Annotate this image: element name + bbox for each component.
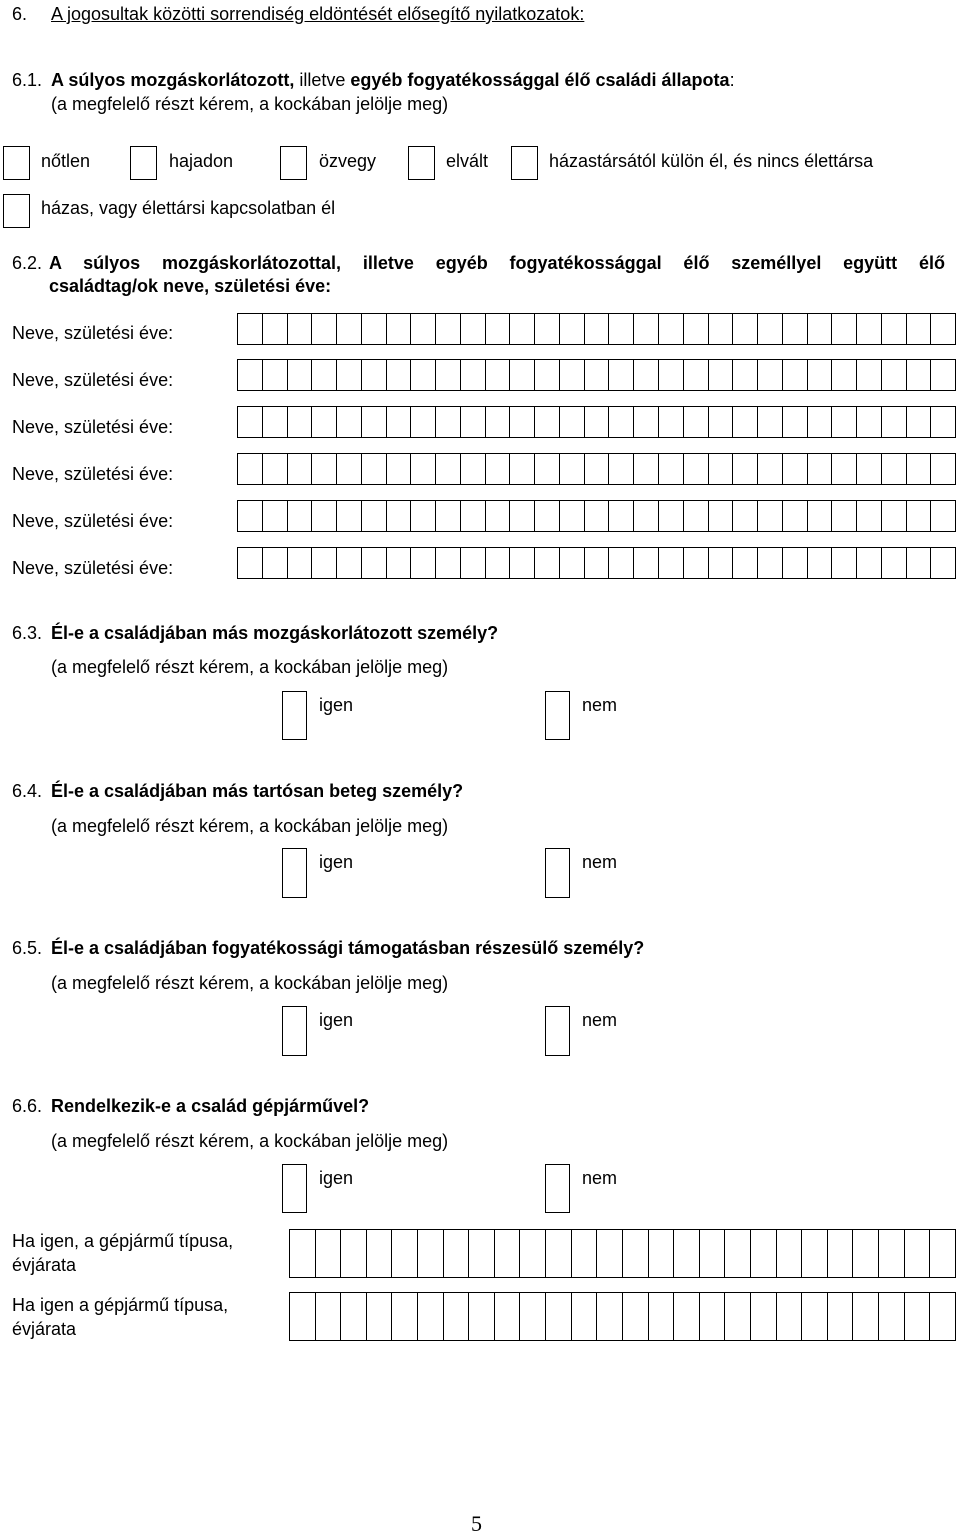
letter-box[interactable] (510, 360, 535, 390)
letter-box[interactable] (783, 314, 808, 344)
letter-box[interactable] (535, 454, 560, 484)
letter-box[interactable] (609, 314, 634, 344)
letter-box[interactable] (930, 1230, 956, 1277)
letter-box[interactable] (808, 454, 833, 484)
letter-box[interactable] (312, 314, 337, 344)
letter-box[interactable] (684, 454, 709, 484)
letter-box[interactable] (684, 407, 709, 437)
letter-box[interactable] (832, 407, 857, 437)
letter-box[interactable] (832, 314, 857, 344)
letter-box[interactable] (802, 1230, 828, 1277)
letter-box[interactable] (312, 501, 337, 531)
letter-box[interactable] (362, 360, 387, 390)
letter-box[interactable] (337, 407, 362, 437)
letter-box[interactable] (288, 314, 313, 344)
letter-box[interactable] (290, 1293, 316, 1340)
option-elvalt: elvált (446, 151, 489, 171)
letter-box[interactable] (367, 1293, 393, 1340)
letter-box[interactable] (263, 501, 288, 531)
vehicle-label-2-line1: Ha igen a gépjármű típusa, (12, 1295, 229, 1315)
letter-box[interactable] (387, 548, 412, 578)
letter-box[interactable] (362, 454, 387, 484)
letter-box[interactable] (649, 1230, 675, 1277)
vehicle-row-1-input[interactable] (289, 1229, 956, 1278)
letter-box[interactable] (634, 407, 659, 437)
letter-box[interactable] (634, 548, 659, 578)
letter-box[interactable] (461, 314, 486, 344)
letter-box[interactable] (560, 454, 585, 484)
letter-box[interactable] (288, 454, 313, 484)
option-notlen: nőtlen (41, 151, 91, 171)
letter-box[interactable] (444, 1230, 470, 1277)
q64-no-checkbox[interactable] (545, 848, 570, 898)
letter-box[interactable] (832, 454, 857, 484)
letter-box[interactable] (510, 407, 535, 437)
letter-box[interactable] (733, 407, 758, 437)
letter-box[interactable] (709, 314, 734, 344)
option-kulon-el: házastársától külön él, és nincs élettársa (549, 151, 874, 171)
letter-box[interactable] (288, 360, 313, 390)
letter-box[interactable] (316, 1230, 342, 1277)
letter-box[interactable] (510, 314, 535, 344)
vehicle-label-2-line2: évjárata (12, 1319, 77, 1339)
letter-box[interactable] (486, 548, 511, 578)
letter-box[interactable] (585, 360, 610, 390)
letter-box[interactable] (436, 454, 461, 484)
q66-yes-label: igen (319, 1168, 354, 1188)
letter-box[interactable] (709, 407, 734, 437)
q64-number: 6.4. (12, 781, 43, 801)
letter-box[interactable] (238, 314, 263, 344)
name-row-label-3: Neve, születési éve: (12, 417, 174, 437)
name-row-6-input[interactable] (237, 547, 956, 579)
letter-box[interactable] (411, 501, 436, 531)
letter-box[interactable] (312, 407, 337, 437)
letter-box[interactable] (882, 454, 907, 484)
letter-box[interactable] (931, 407, 956, 437)
letter-box[interactable] (316, 1293, 342, 1340)
letter-box[interactable] (263, 454, 288, 484)
letter-box[interactable] (411, 407, 436, 437)
q63-no-label: nem (582, 695, 618, 715)
letter-box[interactable] (362, 548, 387, 578)
letter-box[interactable] (783, 407, 808, 437)
letter-box[interactable] (684, 360, 709, 390)
q65-title: Él-e a családjában fogyatékossági támogatásban részesülő személy? (51, 938, 645, 958)
letter-box[interactable] (560, 314, 585, 344)
q61-number: 6.1. (12, 70, 43, 90)
q61-title-bold1: A súlyos mozgáskorlátozott, (51, 70, 295, 90)
letter-box[interactable] (495, 1230, 521, 1277)
q66-title: Rendelkezik-e a család gépjárművel? (51, 1096, 370, 1116)
letter-box[interactable] (905, 1230, 931, 1277)
letter-box[interactable] (905, 1293, 931, 1340)
letter-box[interactable] (674, 1230, 700, 1277)
letter-box[interactable] (857, 454, 882, 484)
letter-box[interactable] (238, 407, 263, 437)
letter-box[interactable] (263, 314, 288, 344)
checkbox-kulon-el[interactable] (511, 146, 538, 180)
letter-box[interactable] (758, 407, 783, 437)
letter-box[interactable] (659, 501, 684, 531)
letter-box[interactable] (510, 501, 535, 531)
letter-box[interactable] (535, 360, 560, 390)
letter-box[interactable] (337, 360, 362, 390)
letter-box[interactable] (560, 360, 585, 390)
letter-box[interactable] (659, 454, 684, 484)
name-row-5-input[interactable] (237, 500, 956, 532)
name-row-3-input[interactable] (237, 406, 956, 438)
letter-box[interactable] (288, 501, 313, 531)
letter-box[interactable] (535, 548, 560, 578)
letter-box[interactable] (857, 314, 882, 344)
letter-box[interactable] (709, 548, 734, 578)
page-number: 5 (471, 1511, 482, 1536)
q64-yes-label: igen (319, 852, 354, 872)
vehicle-label-1-line2: évjárata (12, 1255, 77, 1275)
letter-box[interactable] (288, 407, 313, 437)
letter-box[interactable] (609, 454, 634, 484)
letter-box[interactable] (828, 1293, 854, 1340)
letter-box[interactable] (535, 407, 560, 437)
letter-box[interactable] (659, 360, 684, 390)
letter-box[interactable] (486, 454, 511, 484)
section-number: 6. (12, 4, 28, 24)
letter-box[interactable] (623, 1293, 649, 1340)
name-row-4-input[interactable] (237, 453, 956, 485)
letter-box[interactable] (733, 454, 758, 484)
letter-box[interactable] (634, 314, 659, 344)
letter-box[interactable] (560, 407, 585, 437)
letter-box[interactable] (486, 360, 511, 390)
option-hajadon: hajadon (169, 151, 234, 171)
letter-box[interactable] (436, 548, 461, 578)
letter-box[interactable] (853, 1293, 879, 1340)
letter-box[interactable] (857, 548, 882, 578)
letter-box[interactable] (392, 1293, 418, 1340)
letter-box[interactable] (853, 1230, 879, 1277)
letter-box[interactable] (585, 548, 610, 578)
letter-box[interactable] (659, 548, 684, 578)
letter-box[interactable] (238, 548, 263, 578)
letter-box[interactable] (411, 314, 436, 344)
letter-box[interactable] (461, 454, 486, 484)
vehicle-row-2-input[interactable] (289, 1292, 956, 1341)
letter-box[interactable] (882, 501, 907, 531)
letter-box[interactable] (907, 548, 932, 578)
letter-box[interactable] (758, 548, 783, 578)
letter-box[interactable] (634, 360, 659, 390)
letter-box[interactable] (802, 1293, 828, 1340)
letter-box[interactable] (808, 360, 833, 390)
q65-no-checkbox[interactable] (545, 1006, 570, 1056)
letter-box[interactable] (709, 360, 734, 390)
q61-hint: (a megfelelő részt kérem, a kockában jelölje meg) (51, 94, 449, 114)
letter-box[interactable] (725, 1293, 751, 1340)
letter-box[interactable] (733, 548, 758, 578)
letter-box[interactable] (362, 501, 387, 531)
letter-box[interactable] (623, 1230, 649, 1277)
q65-yes-checkbox[interactable] (282, 1006, 307, 1056)
name-row-1-input[interactable] (237, 313, 956, 345)
letter-box[interactable] (758, 501, 783, 531)
letter-box[interactable] (808, 314, 833, 344)
q61-title-bold2: egyéb fogyatékossággal élő családi állapota (350, 70, 730, 90)
letter-box[interactable] (418, 1293, 444, 1340)
name-row-label-4: Neve, születési éve: (12, 464, 174, 484)
letter-box[interactable] (857, 501, 882, 531)
letter-box[interactable] (751, 1230, 777, 1277)
letter-box[interactable] (495, 1293, 521, 1340)
letter-box[interactable] (882, 314, 907, 344)
letter-box[interactable] (436, 501, 461, 531)
letter-box[interactable] (882, 360, 907, 390)
letter-box[interactable] (879, 1293, 905, 1340)
letter-box[interactable] (387, 501, 412, 531)
letter-box[interactable] (758, 454, 783, 484)
letter-box[interactable] (649, 1293, 675, 1340)
letter-box[interactable] (238, 454, 263, 484)
checkbox-hajadon[interactable] (130, 146, 157, 180)
q66-no-checkbox[interactable] (545, 1164, 570, 1213)
letter-box[interactable] (585, 407, 610, 437)
q62-title-line2: családtag/ok neve, születési éve: (49, 276, 332, 296)
letter-box[interactable] (832, 360, 857, 390)
q66-yes-checkbox[interactable] (282, 1164, 307, 1213)
letter-box[interactable] (609, 407, 634, 437)
name-row-label-5: Neve, születési éve: (12, 511, 174, 531)
name-row-label-6: Neve, születési éve: (12, 558, 174, 578)
letter-box[interactable] (700, 1293, 726, 1340)
vehicle-label-1-line1: Ha igen, a gépjármű típusa, (12, 1231, 234, 1251)
letter-box[interactable] (907, 454, 932, 484)
letter-box[interactable] (585, 314, 610, 344)
letter-box[interactable] (387, 407, 412, 437)
q65-number: 6.5. (12, 938, 43, 958)
letter-box[interactable] (520, 1230, 546, 1277)
letter-box[interactable] (931, 454, 956, 484)
letter-box[interactable] (684, 314, 709, 344)
q63-hint: (a megfelelő részt kérem, a kockában jelölje meg) (51, 657, 449, 677)
letter-box[interactable] (758, 360, 783, 390)
letter-box[interactable] (510, 548, 535, 578)
q63-yes-label: igen (319, 695, 354, 715)
letter-box[interactable] (777, 1293, 803, 1340)
letter-box[interactable] (828, 1230, 854, 1277)
name-row-2-input[interactable] (237, 359, 956, 391)
letter-box[interactable] (263, 548, 288, 578)
letter-box[interactable] (392, 1230, 418, 1277)
letter-box[interactable] (733, 314, 758, 344)
letter-box[interactable] (733, 501, 758, 531)
letter-box[interactable] (238, 360, 263, 390)
letter-box[interactable] (882, 548, 907, 578)
letter-box[interactable] (486, 501, 511, 531)
q65-hint: (a megfelelő részt kérem, a kockában jelölje meg) (51, 973, 449, 993)
letter-box[interactable] (411, 454, 436, 484)
letter-box[interactable] (560, 548, 585, 578)
letter-box[interactable] (341, 1293, 367, 1340)
letter-box[interactable] (436, 407, 461, 437)
letter-box[interactable] (461, 548, 486, 578)
q65-no-label: nem (582, 1010, 618, 1030)
letter-box[interactable] (634, 501, 659, 531)
letter-box[interactable] (520, 1293, 546, 1340)
letter-box[interactable] (585, 501, 610, 531)
letter-box[interactable] (700, 1230, 726, 1277)
checkbox-notlen[interactable] (3, 146, 30, 180)
letter-box[interactable] (857, 360, 882, 390)
q63-yes-checkbox[interactable] (282, 691, 307, 740)
q64-no-label: nem (582, 852, 618, 872)
letter-box[interactable] (387, 360, 412, 390)
q61-title (51, 70, 735, 91)
q66-no-label: nem (582, 1168, 618, 1188)
letter-box[interactable] (510, 454, 535, 484)
letter-box[interactable] (337, 314, 362, 344)
letter-box[interactable] (444, 1293, 470, 1340)
checkbox-elvalt[interactable] (408, 146, 435, 180)
q66-number: 6.6. (12, 1096, 43, 1116)
letter-box[interactable] (857, 407, 882, 437)
q61-title-colon: : (729, 70, 735, 90)
letter-box[interactable] (362, 314, 387, 344)
letter-box[interactable] (238, 501, 263, 531)
letter-box[interactable] (832, 548, 857, 578)
q64-title: Él-e a családjában más tartósan beteg személy? (51, 781, 464, 801)
letter-box[interactable] (367, 1230, 393, 1277)
letter-box[interactable] (931, 360, 956, 390)
letter-box[interactable] (907, 501, 932, 531)
letter-box[interactable] (535, 501, 560, 531)
letter-box[interactable] (263, 407, 288, 437)
q64-hint: (a megfelelő részt kérem, a kockában jelölje meg) (51, 816, 449, 836)
letter-box[interactable] (907, 360, 932, 390)
letter-box[interactable] (777, 1230, 803, 1277)
section-title: A jogosultak közötti sorrendiség eldöntését elősegítő nyilatkozatok: (51, 4, 585, 24)
letter-box[interactable] (609, 501, 634, 531)
letter-box[interactable] (597, 1293, 623, 1340)
letter-box[interactable] (290, 1230, 316, 1277)
letter-box[interactable] (674, 1293, 700, 1340)
name-row-label-2: Neve, születési éve: (12, 370, 174, 390)
letter-box[interactable] (312, 454, 337, 484)
option-hazas: házas, vagy élettársi kapcsolatban él (41, 198, 336, 218)
letter-box[interactable] (907, 314, 932, 344)
letter-box[interactable] (758, 314, 783, 344)
checkbox-ozvegy[interactable] (280, 146, 307, 180)
letter-box[interactable] (263, 360, 288, 390)
letter-box[interactable] (486, 314, 511, 344)
letter-box[interactable] (469, 1230, 495, 1277)
letter-box[interactable] (312, 548, 337, 578)
letter-box[interactable] (461, 501, 486, 531)
letter-box[interactable] (337, 454, 362, 484)
letter-box[interactable] (907, 407, 932, 437)
option-ozvegy: özvegy (319, 151, 377, 171)
letter-box[interactable] (387, 454, 412, 484)
letter-box[interactable] (572, 1293, 598, 1340)
letter-box[interactable] (709, 501, 734, 531)
letter-box[interactable] (725, 1230, 751, 1277)
q62-title-line1: A súlyos mozgáskorlátozottal, illetve egyéb fogyatékossággal élő személlyel együtt élő (49, 253, 945, 273)
letter-box[interactable] (341, 1230, 367, 1277)
letter-box[interactable] (783, 548, 808, 578)
letter-box[interactable] (931, 314, 956, 344)
letter-box[interactable] (609, 360, 634, 390)
letter-box[interactable] (659, 314, 684, 344)
letter-box[interactable] (808, 501, 833, 531)
q61-title-normal: illetve (294, 70, 351, 90)
letter-box[interactable] (783, 360, 808, 390)
letter-box[interactable] (709, 454, 734, 484)
q65-yes-label: igen (319, 1010, 354, 1030)
q63-title: Él-e a családjában más mozgáskorlátozott személy? (51, 623, 499, 643)
letter-box[interactable] (783, 454, 808, 484)
letter-box[interactable] (461, 360, 486, 390)
q63-number: 6.3. (12, 623, 43, 643)
letter-box[interactable] (387, 314, 412, 344)
letter-box[interactable] (469, 1293, 495, 1340)
letter-box[interactable] (436, 314, 461, 344)
letter-box[interactable] (436, 360, 461, 390)
letter-box[interactable] (783, 501, 808, 531)
letter-box[interactable] (572, 1230, 598, 1277)
checkbox-hazas[interactable] (3, 194, 30, 228)
letter-box[interactable] (411, 360, 436, 390)
letter-box[interactable] (684, 548, 709, 578)
letter-box[interactable] (684, 501, 709, 531)
letter-box[interactable] (585, 454, 610, 484)
q66-hint: (a megfelelő részt kérem, a kockában jelölje meg) (51, 1131, 449, 1151)
letter-box[interactable] (733, 360, 758, 390)
letter-box[interactable] (418, 1230, 444, 1277)
letter-box[interactable] (930, 1293, 956, 1340)
letter-box[interactable] (808, 548, 833, 578)
letter-box[interactable] (634, 454, 659, 484)
letter-box[interactable] (546, 1293, 572, 1340)
q63-no-checkbox[interactable] (545, 691, 570, 740)
letter-box[interactable] (751, 1293, 777, 1340)
letter-box[interactable] (337, 548, 362, 578)
letter-box[interactable] (609, 548, 634, 578)
letter-box[interactable] (546, 1230, 572, 1277)
letter-box[interactable] (931, 501, 956, 531)
letter-box[interactable] (879, 1230, 905, 1277)
letter-box[interactable] (931, 548, 956, 578)
letter-box[interactable] (312, 360, 337, 390)
letter-box[interactable] (411, 548, 436, 578)
letter-box[interactable] (882, 407, 907, 437)
letter-box[interactable] (486, 407, 511, 437)
letter-box[interactable] (808, 407, 833, 437)
letter-box[interactable] (288, 548, 313, 578)
letter-box[interactable] (337, 501, 362, 531)
letter-box[interactable] (597, 1230, 623, 1277)
q62-number: 6.2. (12, 253, 43, 273)
letter-box[interactable] (659, 407, 684, 437)
letter-box[interactable] (535, 314, 560, 344)
letter-box[interactable] (560, 501, 585, 531)
letter-box[interactable] (461, 407, 486, 437)
name-row-label-1: Neve, születési éve: (12, 323, 174, 343)
q64-yes-checkbox[interactable] (282, 848, 307, 898)
letter-box[interactable] (362, 407, 387, 437)
letter-box[interactable] (832, 501, 857, 531)
